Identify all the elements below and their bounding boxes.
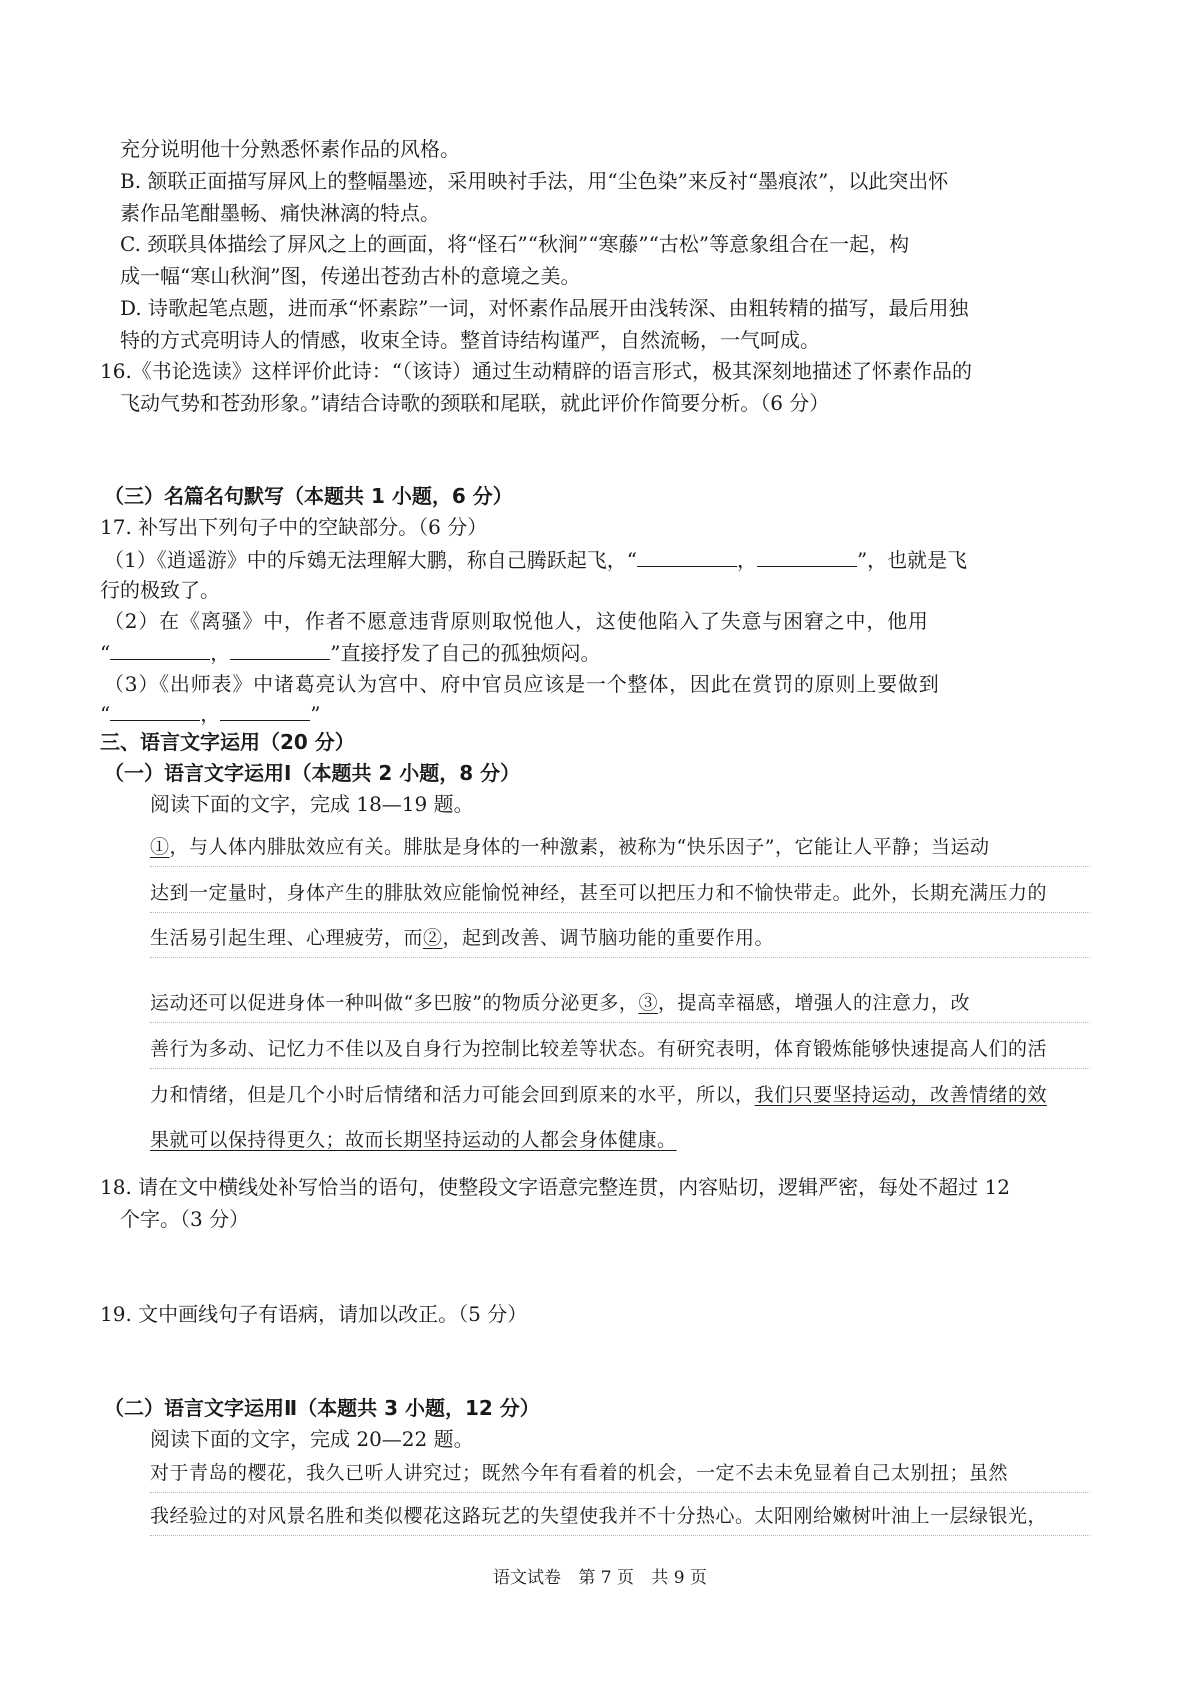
q16-line2: 飞动气势和苍劲形象。”请结合诗歌的颈联和尾联，就此评价作简要分析。（6 分）: [120, 391, 830, 415]
q15-option-a-tail: 充分说明他十分熟悉怀素作品的风格。: [120, 137, 460, 161]
answer-blank-3a[interactable]: [110, 700, 200, 721]
q17-item3-post: ”: [310, 702, 321, 726]
q17-item1-post: ”，也就是飞: [856, 548, 968, 572]
passage1-p2-line1-pre: 运动还可以促进身体一种叫做“多巴胺”的物质分泌更多，: [150, 992, 639, 1014]
passage1-p1-line1: [150, 834, 989, 860]
q17-item1-pre: （1）《逍遥游》中的斥鴳无法理解大鹏，称自己腾跃起飞，“: [104, 548, 637, 572]
q17-item2-mid: ，: [210, 641, 231, 665]
q17-item2-line2: [100, 639, 600, 666]
passage1-p2-line4: [150, 1127, 677, 1153]
q15-option-d-line1: D. 诗歌起笔点题，进而承“怀素踪”一词，对怀素作品展开由浅转深、由粗转精的描写，最后用独: [120, 296, 969, 320]
blank-marker-2: ②: [423, 927, 443, 949]
dotted-rule: [150, 957, 1090, 958]
q19: 19. 文中画线句子有语病，请加以改正。（5 分）: [100, 1302, 528, 1326]
passage1-p2-line3: [150, 1082, 1047, 1108]
part-3-sub1-heading: （一）语言文字运用Ⅰ（本题共 2 小题，8 分）: [104, 761, 521, 785]
q15-option-b-line2: 素作品笔酣墨畅、痛快淋漓的特点。: [120, 201, 440, 225]
answer-blank-2b[interactable]: [230, 639, 330, 660]
passage1-p1-line3: [150, 925, 774, 951]
dotted-rule: [150, 912, 1090, 913]
q17-item3-open-quote: “: [100, 702, 111, 726]
q15-option-b-line1: B. 颔联正面描写屏风上的整幅墨迹，采用映衬手法，用“尘色染”来反衬“墨痕浓”，以此突出怀: [120, 169, 949, 193]
dotted-rule: [150, 1068, 1090, 1069]
passage2-line2: 我经验过的对风景名胜和类似樱花这路玩艺的失望使我并不十分热心。太阳刚给嫩树叶油上一层绿银光，: [150, 1505, 1048, 1527]
section-3-heading: （三）名篇名句默写（本题共 1 小题，6 分）: [104, 484, 513, 508]
q15-option-c-line1: C. 颈联具体描绘了屏风之上的画面，将“怪石”“秋涧”“寒藤”“古松”等意象组合在一起，构: [120, 232, 910, 256]
dotted-rule: [150, 1492, 1090, 1493]
q17-item3-mid: ，: [200, 702, 221, 726]
passage1-p2-line3-pre: 力和情绪，但是几个小时后情绪和活力可能会回到原来的水平，所以，: [150, 1084, 755, 1106]
blank-marker-1: ①: [150, 836, 170, 858]
footer-page-number: 第 7 页: [578, 1568, 634, 1588]
q17-item1-line1: [104, 546, 967, 573]
answer-blank-3b[interactable]: [220, 700, 310, 721]
passage1-p1-line1-text: ，与人体内腓肽效应有关。腓肽是身体的一种激素，被称为“快乐因子”，它能让人平静；当运动: [169, 836, 990, 858]
underlined-sentence-part2: 果就可以保持得更久；故而长期坚持运动的人都会身体健康。: [150, 1129, 677, 1151]
q17-item2-line1: （2）在《离骚》中，作者不愿意违背原则取悦他人，这使他陷入了失意与困窘之中，他用: [104, 609, 929, 633]
part-3-sub2-heading: （二）语言文字运用Ⅱ（本题共 3 小题，12 分）: [104, 1396, 540, 1420]
q16-line1: 16.《书论选读》这样评价此诗：“（该诗）通过生动精辟的语言形式，极其深刻地描述了怀素作品的: [100, 359, 973, 383]
passage1-p2-line1-post: ，提高幸福感，增强人的注意力，改: [657, 992, 970, 1014]
page-footer: [0, 1563, 1200, 1588]
q18-line1: 18. 请在文中横线处补写恰当的语句，使整段文字语意完整连贯，内容贴切，逻辑严密，每处不超过 12: [100, 1175, 1010, 1199]
dotted-rule: [150, 1022, 1090, 1023]
q18-line2: 个字。（3 分）: [120, 1207, 250, 1231]
q17-item2-post: ”直接抒发了自己的孤独烦闷。: [330, 641, 601, 665]
underlined-sentence-part1: 我们只要坚持运动，改善情绪的效: [754, 1084, 1048, 1106]
reading2-intro: 阅读下面的文字，完成 20—22 题。: [150, 1427, 474, 1451]
reading1-intro: 阅读下面的文字，完成 18—19 题。: [150, 792, 474, 816]
footer-subject: 语文试卷: [492, 1568, 561, 1588]
q17-item1-line2: 行的极致了。: [100, 578, 220, 602]
answer-blank-2a[interactable]: [110, 639, 210, 660]
q17-item3-line1: （3）《出师表》中诸葛亮认为宫中、府中官员应该是一个整体，因此在赏罚的原则上要做到: [104, 672, 940, 696]
answer-blank-1a[interactable]: [637, 546, 737, 567]
part-3-heading: 三、语言文字运用（20 分）: [100, 730, 355, 754]
passage1-p1-line2: 达到一定量时，身体产生的腓肽效应能愉悦神经，甚至可以把压力和不愉快带走。此外，长期充满压力的: [150, 882, 1048, 904]
q17-item2-open-quote: “: [100, 641, 111, 665]
q15-option-d-line2: 特的方式亮明诗人的情感，收束全诗。整首诗结构谨严，自然流畅，一气呵成。: [120, 328, 820, 352]
dotted-rule: [150, 866, 1090, 867]
passage1-p2-line2: 善行为多动、记忆力不佳以及自身行为控制比较差等状态。有研究表明，体育锻炼能够快速提高人们的活: [150, 1038, 1048, 1060]
q15-option-c-line2: 成一幅“寒山秋涧”图，传递出苍劲古朴的意境之美。: [120, 264, 581, 288]
passage1-p2-line1: [150, 990, 970, 1016]
passage2-line1: 对于青岛的樱花，我久已听人讲究过；既然今年有看着的机会，一定不去未免显着自己太别扭；虽然: [150, 1462, 1009, 1484]
footer-total-pages: 共 9 页: [651, 1568, 708, 1588]
passage1-p1-line3-post: ，起到改善、调节脑功能的重要作用。: [442, 927, 775, 949]
q17-intro: 17. 补写出下列句子中的空缺部分。（6 分）: [100, 515, 488, 539]
passage1-p1-line3-pre: 生活易引起生理、心理疲劳，而: [150, 927, 424, 949]
q17-item3-line2: [100, 700, 320, 727]
dotted-rule: [150, 1535, 1090, 1536]
q17-item1-mid: ，: [736, 548, 757, 572]
blank-marker-3: ③: [638, 992, 658, 1014]
answer-blank-1b[interactable]: [757, 546, 857, 567]
